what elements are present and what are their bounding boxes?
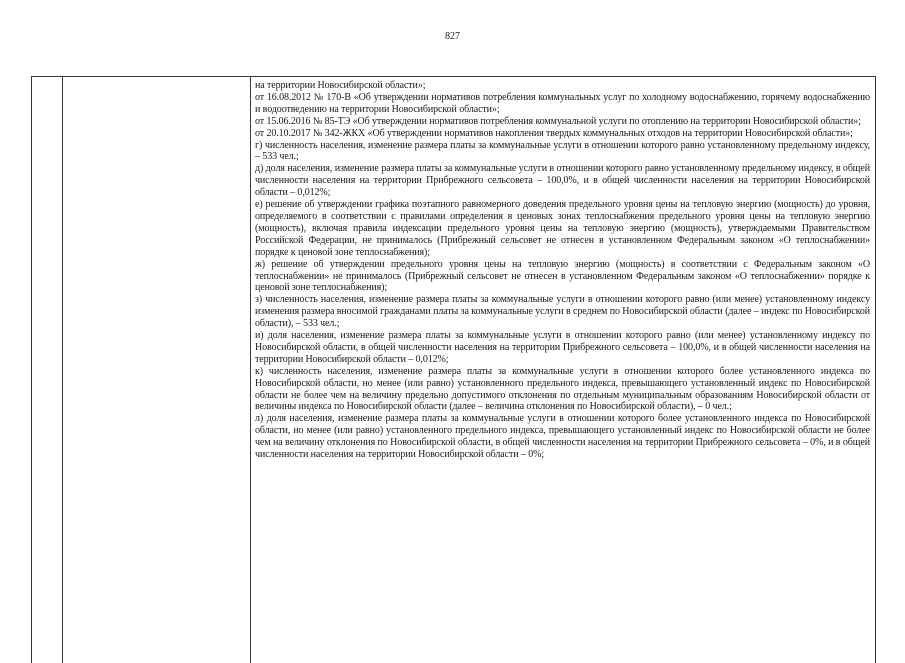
table-column-number [32,77,63,663]
content-paragraph: от 15.06.2016 № 85-ТЭ «Об утверждении нормативов потребления коммунальной услуги по отоплению на территории Новосибирской области»; [255,115,861,127]
page-number: 827 [445,31,460,42]
table-column-content [251,77,875,663]
content-paragraph: ж) решение об утверждении предельного уровня цены на тепловую энергию (мощность) в соответствии с Федеральным законом «О теплоснабжении» не принималось (Прибрежный сельсовет не отнесен в установленном Федеральным законом «О теплоснабжении» порядке к ценовой зоне теплоснабжения); [255,258,870,294]
content-paragraph: д) доля населения, изменение размера платы за коммунальные услуги в отношении которого равно установленному предельному индексу, в общей численности населения на территории Прибрежного сельсовета – 100,0%, и в общей численности населения на территории Новосибирской области – 0,012%; [255,163,870,199]
content-paragraph: на территории Новосибирской области»; [255,80,426,91]
content-paragraph: от 20.10.2017 № 342-ЖКХ «Об утверждении нормативов накопления твердых коммунальных отходов на территории Новосибирской области»; [255,127,853,139]
content-paragraph: з) численность населения, изменение размера платы за коммунальные услуги в отношении которого равно (или менее) установленному индексу изменения размера вносимой гражданами платы за коммунальные услуги в среднем по Новосибирской области (далее – индекс по Новосибирской области), – 533 чел.; [255,294,870,330]
content-paragraph: и) доля населения, изменение размера платы за коммунальные услуги в отношении которого равно (или менее) установленному индексу по Новосибирской области, в общей численности населения на территории Прибрежного сельсовета – 100,0%, и в общей численности населения на территории Новосибирской области – 0,012%; [255,330,870,365]
content-paragraph: к) численность населения, изменение размера платы за коммунальные услуги в отношении которого более установленного индекса по Новосибирской области, но менее (или равно) установленного предельного индекса, превышающего установленный индекс по Новосибирской области не более чем на величину предельно допустимого отклонения по отдельным муниципальным образованиям Новосибирской области от величины индекса по Новосибирской области (далее – величина отклонения по Новосибирской области), – 0 чел.; [255,365,870,413]
content-paragraph: е) решение об утверждении графика поэтапного равномерного доведения предельного уровня цены на тепловую энергию (мощность) до уровня, определяемого в соответствии с правилами определения в ценовых зонах теплоснабжения предельного уровня цены на тепловую энергию (мощность), включая правила индексации предельного уровня цены на тепловую энергию (мощность), утверждаемыми Правительством Российской Федерации, не принималось (Прибрежный сельсовет не отнесен в установленном Федеральным законом «О теплоснабжении» порядке к ценовой зоне теплоснабжения); [255,199,870,258]
content-paragraph: от 16.08.2012 № 170-В «Об утверждении нормативов потребления коммунальных услуг по холодному водоснабжению, горячему водоснабжению и водоотведению на территории Новосибирской области»; [255,91,870,115]
document-table [31,76,876,663]
content-paragraph: л) доля населения, изменение размера платы за коммунальные услуги в отношении которого более установленного индекса по Новосибирской области, но менее (или равно) установленного предельного индекса, превышающего установленный индекс по Новосибирской области не более чем на величину отклонения по Новосибирской области, в общей численности населения на территории Прибрежного сельсовета – 0%, и в общей численности населения на территории Новосибирской области – 0%; [255,413,870,461]
table-column-name [63,77,251,663]
content-paragraph: г) численность населения, изменение размера платы за коммунальные услуги в отношении которого равно установленному предельному индексу, – 533 чел.; [255,139,870,163]
